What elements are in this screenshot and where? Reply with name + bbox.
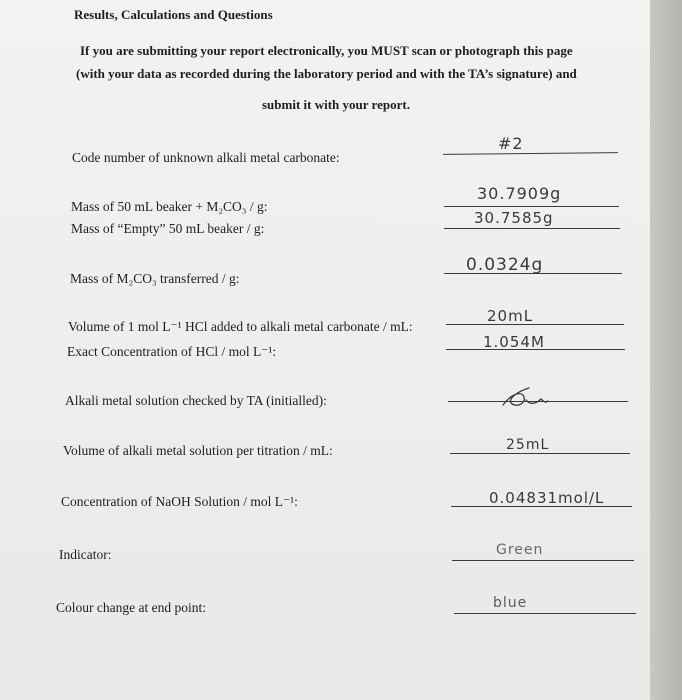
colour-change-line (454, 613, 636, 614)
section-title: Results, Calculations and Questions (74, 7, 273, 22)
conc-hcl-value: 1.054M (483, 333, 545, 351)
conc-hcl-label: Exact Concentration of HCl / mol L⁻¹: (67, 344, 277, 359)
code-number-value: #2 (498, 134, 524, 153)
conc-naoh-value: 0.04831mol/L (489, 489, 605, 507)
mass-beaker-empty-label: Mass of “Empty” 50 mL beaker / g: (71, 221, 265, 236)
volume-hcl-label: Volume of 1 mol L⁻¹ HCl added to alkali metal carbonate / mL: (68, 319, 413, 334)
mass-beaker-full-value: 30.7909g (477, 184, 562, 203)
mass-transferred-value: 0.0324g (466, 255, 544, 275)
colour-change-value: blue (493, 595, 528, 611)
mass-beaker-empty-line (444, 228, 620, 229)
indicator-line (452, 560, 634, 561)
code-number-label: Code number of unknown alkali metal carbonate: (72, 150, 340, 165)
colour-change-label: Colour change at end point: (56, 600, 206, 615)
volume-hcl-line (446, 324, 624, 325)
mass-beaker-full-line (444, 206, 619, 207)
mass-beaker-empty-value: 30.7585g (474, 209, 554, 227)
ta-initials-signature (500, 385, 550, 411)
background-surface (650, 0, 682, 700)
volume-hcl-value: 20mL (487, 307, 534, 325)
volume-titration-label: Volume of alkali metal solution per titration / mL: (63, 443, 333, 458)
notice-line-1: If you are submitting your report electronically, you MUST scan or photograph this page (80, 43, 573, 58)
notice-line-2: (with your data as recorded during the laboratory period and with the TA’s signature) and (76, 66, 577, 81)
notice-line-3: submit it with your report. (262, 97, 410, 112)
volume-titration-value: 25mL (506, 437, 550, 453)
indicator-label: Indicator: (59, 547, 112, 562)
volume-titration-line (450, 453, 630, 454)
ta-initials-label: Alkali metal solution checked by TA (initialled): (65, 393, 327, 408)
conc-naoh-label: Concentration of NaOH Solution / mol L⁻¹: (61, 494, 298, 509)
mass-transferred-label: Mass of M₂CO₃ transferred / g: (70, 271, 240, 286)
indicator-value: Green (496, 542, 544, 558)
mass-beaker-full-label: Mass of 50 mL beaker + M₂CO₃ / g: (71, 199, 268, 214)
